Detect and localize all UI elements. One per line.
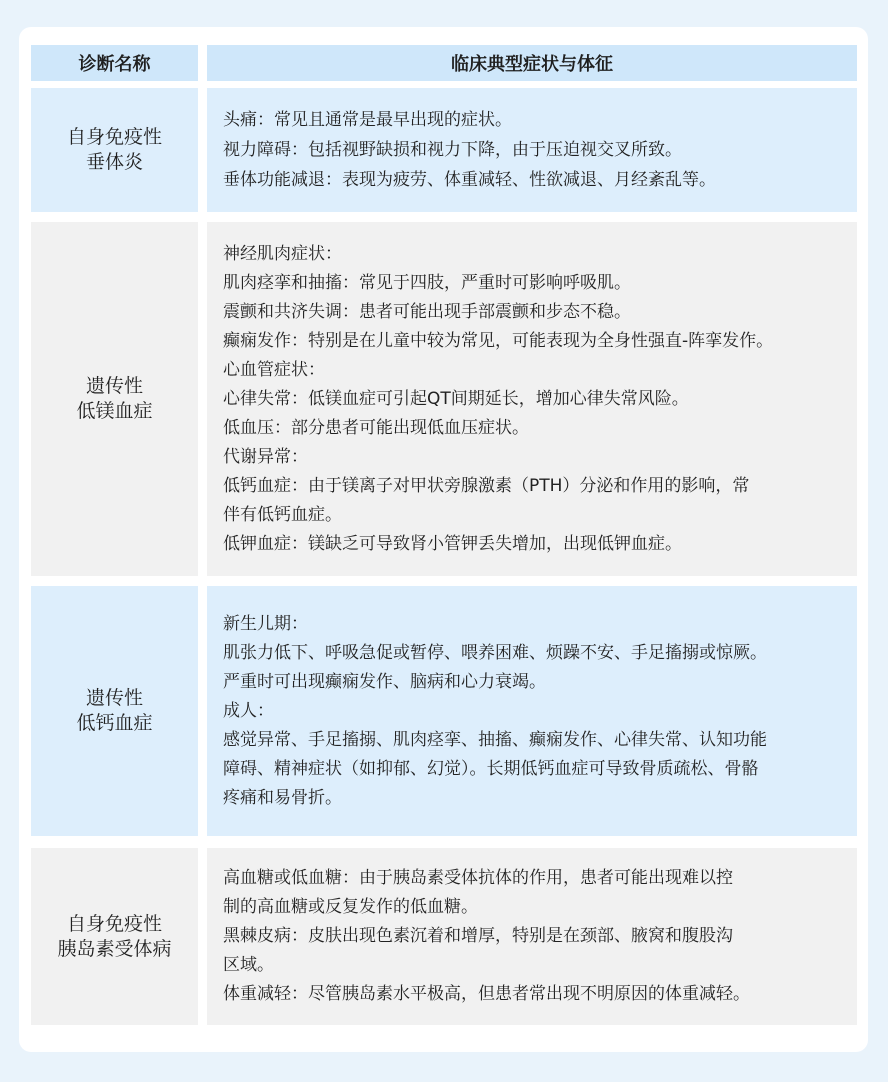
diagnosis-name-line: 遗传性 (85, 687, 143, 709)
symptom-line: 肌张力低下、呼吸急促或暂停、喂养困难、烦躁不安、手足搐搦或惊厥。 (223, 642, 767, 663)
diagnosis-name (31, 88, 198, 212)
symptom-line: 障碍、精神症状（如抑郁、幻觉）。长期低钙血症可导致骨质疏松、骨骼 (223, 758, 759, 779)
symptom-line: 头痛：常见且通常是最早出现的症状。 (223, 110, 512, 130)
symptom-line: 黑棘皮病：皮肤出现色素沉着和增厚，特别是在颈部、腋窝和腹股沟 (223, 926, 733, 946)
diagnosis-name-line: 低钙血症 (76, 712, 153, 734)
symptom-line: 低钙血症：由于镁离子对甲状旁腺激素（PTH）分泌和作用的影响，常 (223, 475, 750, 496)
symptom-line: 低血压：部分患者可能出现低血压症状。 (223, 417, 529, 438)
symptoms-cell (207, 848, 857, 1025)
symptom-line: 心血管症状： (223, 359, 325, 380)
symptom-line: 神经肌肉症状： (223, 243, 342, 264)
symptom-line: 严重时可出现癫痫发作、脑病和心力衰竭。 (223, 671, 546, 692)
symptom-line: 成人： (223, 700, 274, 721)
symptom-line: 疼痛和易骨折。 (223, 787, 342, 808)
symptom-line: 体重减轻：尽管胰岛素水平极高，但患者常出现不明原因的体重减轻。 (223, 984, 750, 1004)
symptom-line: 区域。 (223, 955, 274, 975)
diagnosis-name-line: 低镁血症 (76, 400, 153, 422)
diagnosis-name-line: 遗传性 (85, 375, 143, 397)
symptom-line: 制的高血糖或反复发作的低血糖。 (223, 897, 478, 917)
symptom-line: 伴有低钙血症。 (223, 504, 342, 525)
symptom-line: 心律失常：低镁血症可引起QT间期延长，增加心律失常风险。 (223, 388, 689, 409)
diagnosis-name-line: 胰岛素受体病 (57, 937, 172, 960)
symptoms-cell (207, 222, 857, 576)
table-card (19, 27, 868, 1052)
symptom-line: 垂体功能减退：表现为疲劳、体重减轻、性欲减退、月经紊乱等。 (223, 170, 716, 190)
header-diagnosis: 诊断名称 (31, 45, 198, 81)
symptoms-cell (207, 88, 857, 212)
diagnosis-name-line: 垂体炎 (85, 151, 143, 173)
symptoms-cell (207, 586, 857, 836)
symptom-line: 新生儿期： (223, 613, 308, 634)
symptom-line: 癫痫发作：特别是在儿童中较为常见，可能表现为全身性强直-阵挛发作。 (223, 330, 774, 351)
diagnosis-name (31, 586, 198, 836)
symptom-line: 代谢异常： (223, 446, 308, 467)
symptom-line: 感觉异常、手足搐搦、肌肉痉挛、抽搐、癫痫发作、心律失常、认知功能 (223, 729, 767, 750)
symptom-line: 视力障碍：包括视野缺损和视力下降，由于压迫视交叉所致。 (223, 140, 682, 160)
diagnosis-name-line: 自身免疫性 (66, 126, 162, 148)
diagnosis-name-line: 自身免疫性 (66, 912, 162, 935)
symptom-line: 低钾血症：镁缺乏可导致肾小管钾丢失增加，出现低钾血症。 (223, 533, 682, 554)
diagnosis-name (31, 222, 198, 576)
header-symptoms: 临床典型症状与体征 (207, 45, 857, 81)
symptom-line: 震颤和共济失调：患者可能出现手部震颤和步态不稳。 (223, 301, 631, 322)
diagnosis-name (31, 848, 198, 1025)
symptom-line: 高血糖或低血糖：由于胰岛素受体抗体的作用，患者可能出现难以控 (223, 868, 733, 888)
symptom-line: 肌肉痉挛和抽搐：常见于四肢，严重时可影响呼吸肌。 (223, 272, 631, 293)
